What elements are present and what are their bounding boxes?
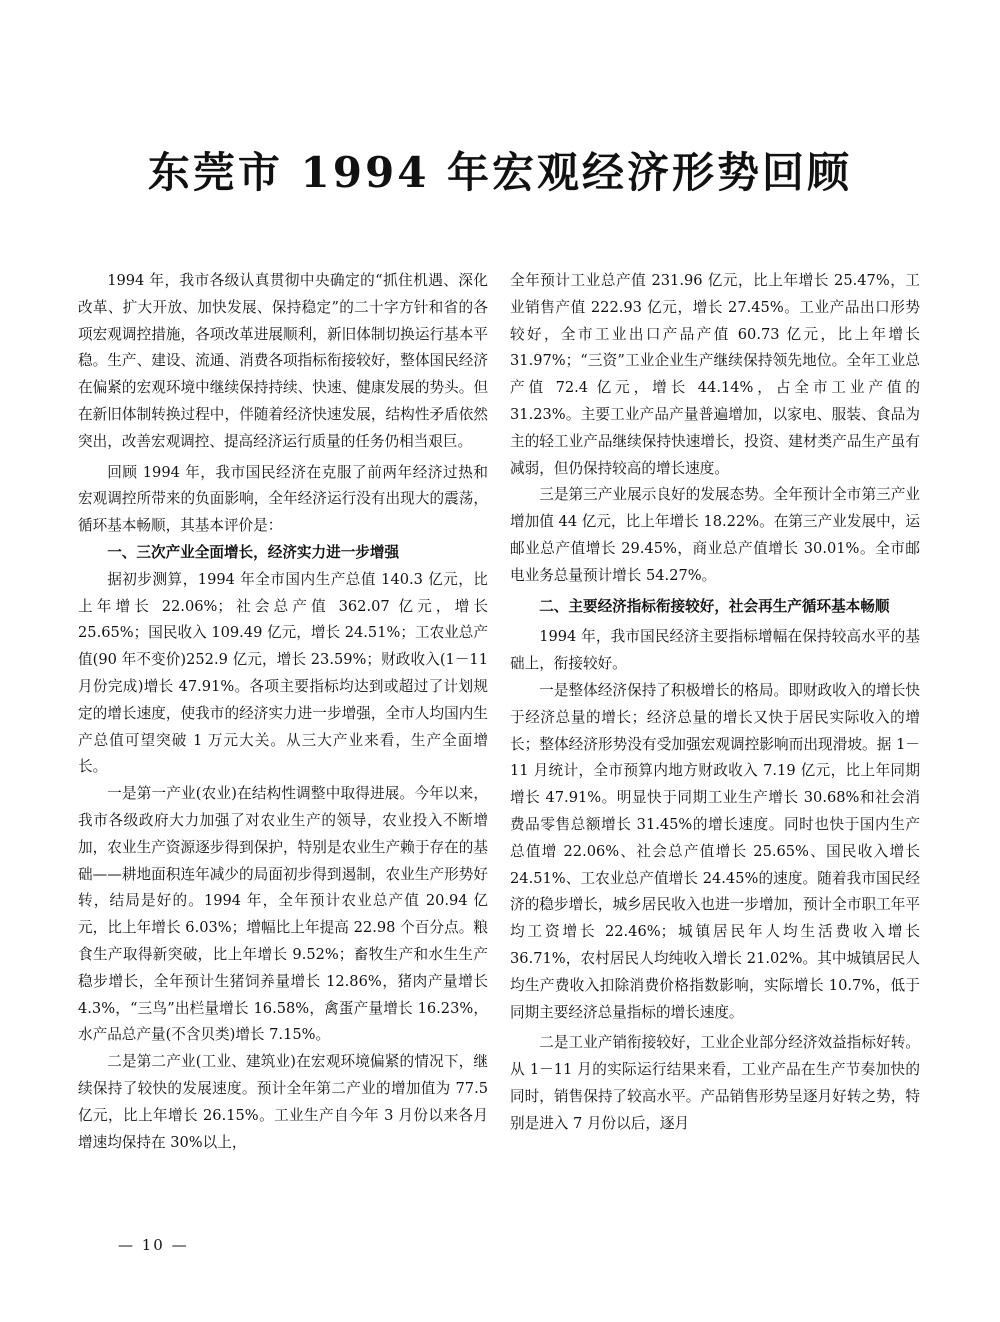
paragraph: 三是第三产业展示良好的发展态势。全年预计全市第三产业增加值 44 亿元，比上年增长 18.22%。在第三产业发展中，运邮业总产值增长 29.45%，商业总产值增长 30.01%。全市邮电业务总量预计增长 54.27%。 — [510, 486, 920, 584]
paragraph: 二是工业产销衔接较好，工业企业部分经济效益指标好转。从 1－11 月的实际运行结果来看，工业产品在生产节奏加快的同时，销售保持了较高水平。产品销售形势呈逐月好转之势，特别是进入 7 月份以后，逐月 — [510, 1034, 920, 1132]
left-column — [78, 268, 488, 1156]
paragraph: 据初步测算，1994 年全市国内生产总值 140.3 亿元，比上年增长 22.06%；社会总产值 362.07 亿元，增长 25.65%；国民收入 109.49 亿元，增长 24.51%；工农业总产值(90 年不变价)252.9 亿元，增长 23.59%；财政收入(1－11 月份完成)增长 47.91%。各项主要指标均达到或超过了计划规定的增长速度，使我市的经济实力进一步增强，全市人均国内生产总值可望突破 1 万元大关。从三大产业来看，生产全面增长。 — [78, 570, 488, 776]
paragraph: 二是第二产业(工业、建筑业)在宏观环境偏紧的情况下，继续保持了较快的发展速度。预计全年第二产业的增加值为 77.5 亿元，比上年增长 26.15%。工业生产自今年 3 月份以来各月增速均保持在 30%以上， — [78, 1053, 488, 1151]
page-number: — 10 — — [118, 1236, 189, 1254]
paragraph: 全年预计工业总产值 231.96 亿元，比上年增长 25.47%，工业销售产值 222.93 亿元，增长 27.45%。工业产品出口形势较好，全市工业出口产品产值 60.73 亿元，比上年增长 31.97%；“三资”工业企业生产继续保持领先地位。全年工业总产值 72.4 亿元，增长 44.14%，占全市工业产值的 31.23%。主要工业产品产量普遍增加，以家电、服装、食品为主的轻工业产品继续保持快速增长，投资、建材类产品生产虽有减弱，但仍保持较高的增长速度。 — [510, 272, 920, 477]
paragraph: 1994 年，我市国民经济主要指标增幅在保持较高水平的基础上，衔接较好。 — [510, 628, 920, 673]
right-column — [510, 268, 920, 1138]
section-heading: 一、三次产业全面增长，经济实力进一步增强 — [107, 543, 400, 561]
paragraph: 一是第一产业(农业)在结构性调整中取得进展。今年以来，我市各级政府大力加强了对农业生产的领导，农业投入不断增加，农业生产资源逐步得到保护，特别是农业生产赖于存在的基础——耕地面积连年减少的局面初步得到遏制，农业生产形势好转，结局是好的。1994 年，全年预计农业总产值 20.94 亿元，比上年增长 6.03%；增幅比上年提高 22.98 个百分点。粮食生产取得新突破，比上年增长 9.52%；畜牧生产和水生生产稳步增长，全年预计生猪饲养量增长 12.86%，猪肉产量增长 4.3%，“三鸟”出栏量增长 16.58%，禽蛋产量增长 16.23%，水产品总产量(不含贝类)增长 7.15%。 — [78, 785, 488, 1044]
paragraph: 回顾 1994 年，我市国民经济在克服了前两年经济过热和宏观调控所带来的负面影响，全年经济运行没有出现大的震荡，循环基本畅顺，其基本评价是： — [78, 463, 488, 535]
section-heading: 二、主要经济指标衔接较好，社会再生产循环基本畅顺 — [539, 597, 890, 615]
article-title: 东莞市 1994 年宏观经济形势回顾 — [147, 148, 853, 197]
paragraph: 1994 年，我市各级认真贯彻中央确定的“抓住机遇、深化改革、扩大开放、加快发展、保持稳定”的二十字方针和省的各项宏观调控措施，各项改革进展顺利，新旧体制切换运行基本平稳。生产、建设、流通、消费各项指标衔接较好，整体国民经济在偏紧的宏观环境中继续保持持续、快速、健康发展的势头。但在新旧体制转换过程中，伴随着经济快速发展，结构性矛盾依然突出，改善宏观调控、提高经济运行质量的任务仍相当艰巨。 — [78, 272, 488, 450]
paragraph: 一是整体经济保持了积极增长的格局。即财政收入的增长快于经济总量的增长；经济总量的增长又快于居民实际收入的增长；整体经济形势没有受加强宏观调控影响而出现滑坡。据 1－11 月统计，全市预算内地方财政收入 7.19 亿元，比上年同期增长 47.91%。明显快于同期工业生产增长 30.68%和社会消费品零售总额增长 31.45%的增长速度。同时也快于国内生产总值增 22.06%、社会总产值增长 25.65%、国民收入增长 24.51%、工农业总产值增长 24.45%的速度。随着我市国民经济的稳步增长，城乡居民收入也进一步增加，预计全市职工年平均工资增长 22.46%；城镇居民年人均生活费收入增长 36.71%，农村居民人均纯收入增长 21.02%。其中城镇居民人均生产费收入扣除消费价格指数影响，实际增长 10.7%，低于同期主要经济总量指标的增长速度。 — [510, 681, 920, 1021]
